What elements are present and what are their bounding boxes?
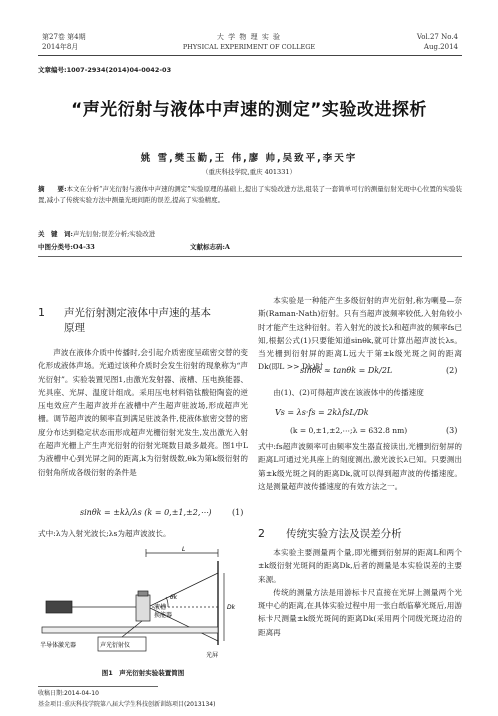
label-tank: 液槽 bbox=[154, 604, 167, 611]
section1-title-line1: 声光衍射测定液体中声速的基本 bbox=[64, 307, 211, 319]
abstract-label: 摘 要: bbox=[38, 185, 67, 193]
abstract-text: 本文在分析“声光衍射与液体中声速的测定”实验原理的基础上,提出了实验改进方法,组装了一套简单可行的测量衍射光斑中心位置的实验装置,减小了传统实验方法中测量光斑间距的误差,提高了实验精度。 bbox=[38, 185, 462, 204]
volume-issue-en: Vol.27 No.4 bbox=[416, 33, 458, 41]
clc-number: 中图分类号:O4-33 bbox=[38, 243, 95, 251]
right-column-para1 bbox=[258, 294, 462, 374]
right-column-para3 bbox=[258, 440, 462, 493]
right-column-para2 bbox=[258, 386, 462, 399]
journal-name-en: PHYSICAL EXPERIMENT OF COLLEGE bbox=[182, 43, 316, 51]
section1-title-line2: 原理 bbox=[64, 322, 85, 334]
date-cn: 2014年8月 bbox=[42, 43, 79, 51]
formula-3-number: (3) bbox=[446, 426, 458, 435]
journal-name-cn: 大 学 物 理 实 验 bbox=[216, 33, 282, 41]
keywords-label: 关 键 词: bbox=[38, 230, 73, 238]
section2-body bbox=[258, 546, 462, 639]
label-L: L bbox=[182, 546, 186, 553]
paper-title: “声光衍射与液体中声速的测定”实验改进探析 bbox=[71, 100, 427, 120]
optical-bench bbox=[42, 627, 218, 633]
affiliation: （重庆科技学院,重庆 401331） bbox=[202, 168, 296, 176]
section2-title: 传统实验方法及误差分析 bbox=[286, 528, 402, 540]
abstract bbox=[38, 184, 462, 206]
label-screen: 光屏 bbox=[206, 652, 219, 659]
label-Dk: Dk bbox=[227, 604, 236, 611]
label-theta: θk bbox=[170, 594, 178, 601]
theta-arc bbox=[166, 597, 168, 607]
section2-heading bbox=[258, 522, 462, 542]
velocity-intro: 由(1)、(2)可得超声波在该液体中的传播速度 bbox=[273, 388, 424, 397]
label-transducer: 换能器 bbox=[154, 612, 173, 619]
authors: 姚 雪,樊玉勤,王 伟,廖 帅,吴致平,李天宇 bbox=[140, 153, 358, 164]
laser-body bbox=[46, 601, 72, 613]
formula-3: Vs = λs·fs = 2kλfsL/Dk bbox=[275, 408, 369, 417]
formula-2-number: (2) bbox=[446, 366, 458, 375]
received-date: 收稿日期:2014-04-10 bbox=[38, 690, 99, 697]
measurement-paragraph: 式中:fs超声波频率可由频率发生器直接读出,光栅到衍射屏的距离L可通过光具座上的刻度测出,激光波长λ已知。只要测出第±k级光斑之间的距离Dk,就可以得到超声波的传播速度。这是测量超声波传播速度的有效方法之一。 bbox=[258, 442, 462, 491]
fund-info: 基金项目:重庆科技学院第八届大学生科技创新训练项目(2013134) bbox=[38, 701, 216, 708]
diffracted-ray-upper bbox=[148, 573, 218, 607]
label-instrument: 声光衍射仪 bbox=[100, 642, 131, 649]
header-rule bbox=[38, 55, 462, 56]
date-en: Aug.2014 bbox=[423, 43, 458, 51]
document-code: 文献标志码:A bbox=[190, 243, 230, 251]
footnote-rule bbox=[38, 686, 158, 687]
keywords bbox=[38, 229, 155, 240]
formula-1-number: (1) bbox=[232, 508, 244, 517]
section2-number: 2 bbox=[258, 527, 265, 540]
article-number: 文章编号:1007-2934(2014)04-0042-03 bbox=[38, 66, 172, 74]
formula-3-condition: (k = 0,±1,±2,⋯;λ = 632.8 nm) bbox=[290, 426, 408, 435]
after-formula-1: 式中:λ为入射光波长;λs为超声波波长。 bbox=[38, 529, 171, 538]
label-laser: 半导体激光器 bbox=[40, 642, 77, 649]
figure-1-caption: 图1 声光衍射实验装置简图 bbox=[101, 669, 185, 677]
keywords-text: 声光衍射;误差分析;实验改进 bbox=[72, 230, 156, 238]
section1-number: 1 bbox=[38, 306, 45, 319]
section2-para1: 本实验主要测量两个量,即光栅到衍射屏的距离L和两个±k级衍射光斑间的距离Dk,后者的测量是本实验误差的主要来源。 bbox=[258, 548, 462, 584]
section2-para2: 传统的测量方法是用游标卡尺直接在光屏上测量两个光斑中心的距离,在具体实验过程中用一张白纸临摹光斑后,用游标卡尺测量±k级光斑间的距离Dk(采用两个同级光斑边沿的距离再 bbox=[258, 587, 462, 637]
figure-1-diagram bbox=[38, 545, 253, 665]
raman-nath-paragraph: 本实验是一种能产生多级衍射的声光衍射,称为喇曼—奈斯(Raman-Nath)衍射。只有当超声波频率较低,入射角较小时才能产生这种衍射。若入射光的波长λ和超声波的频率fs已知,根据公式(1)只要能知道sinθk,就可计算出超声波长λs。当光栅到衍射屏的距离L远大于第±k级光斑之间的距离Dk(即L >> Dk)时 bbox=[258, 296, 462, 372]
formula-1: sinθk = ±kλ/λs (k = 0,±1,±2,⋯) bbox=[80, 508, 212, 517]
section1-heading bbox=[38, 306, 248, 336]
transducer bbox=[138, 591, 148, 596]
formula-2: sinθk ≈ tanθk = Dk/2L bbox=[300, 366, 393, 375]
volume-issue-cn: 第27卷 第4期 bbox=[42, 33, 86, 41]
section1-para1: 声波在液体介质中传播时,会引起介质密度呈疏密交替的变化形成液体声场。光通过该种介质时会发生衍射的现象称为“声光衍射”。实验装置见图1,由激光发射器、液槽、压电换能器、光具座、光屏、温度计组成。采用压电材料锆钛酸铅陶瓷的逆压电效应产生超声波并在液槽中产生超声驻波场,形成超声光栅。调节超声波的频率直到满足驻波条件,使液体旅密交替的密度分布达到稳定状态而形成超声光栅衍射光发生,发出激光入射在超声光栅上产生声光衍射的衍射光斑数目最多最亮。图1中L为液槽中心到光屏之间的距离,k为衍射级数,θk为第k级衍射的衍射角所成各级衍射的条件是 bbox=[38, 348, 248, 477]
liquid-tank bbox=[136, 595, 150, 621]
abstract-rule bbox=[38, 256, 462, 257]
section1-paragraph bbox=[38, 346, 248, 479]
